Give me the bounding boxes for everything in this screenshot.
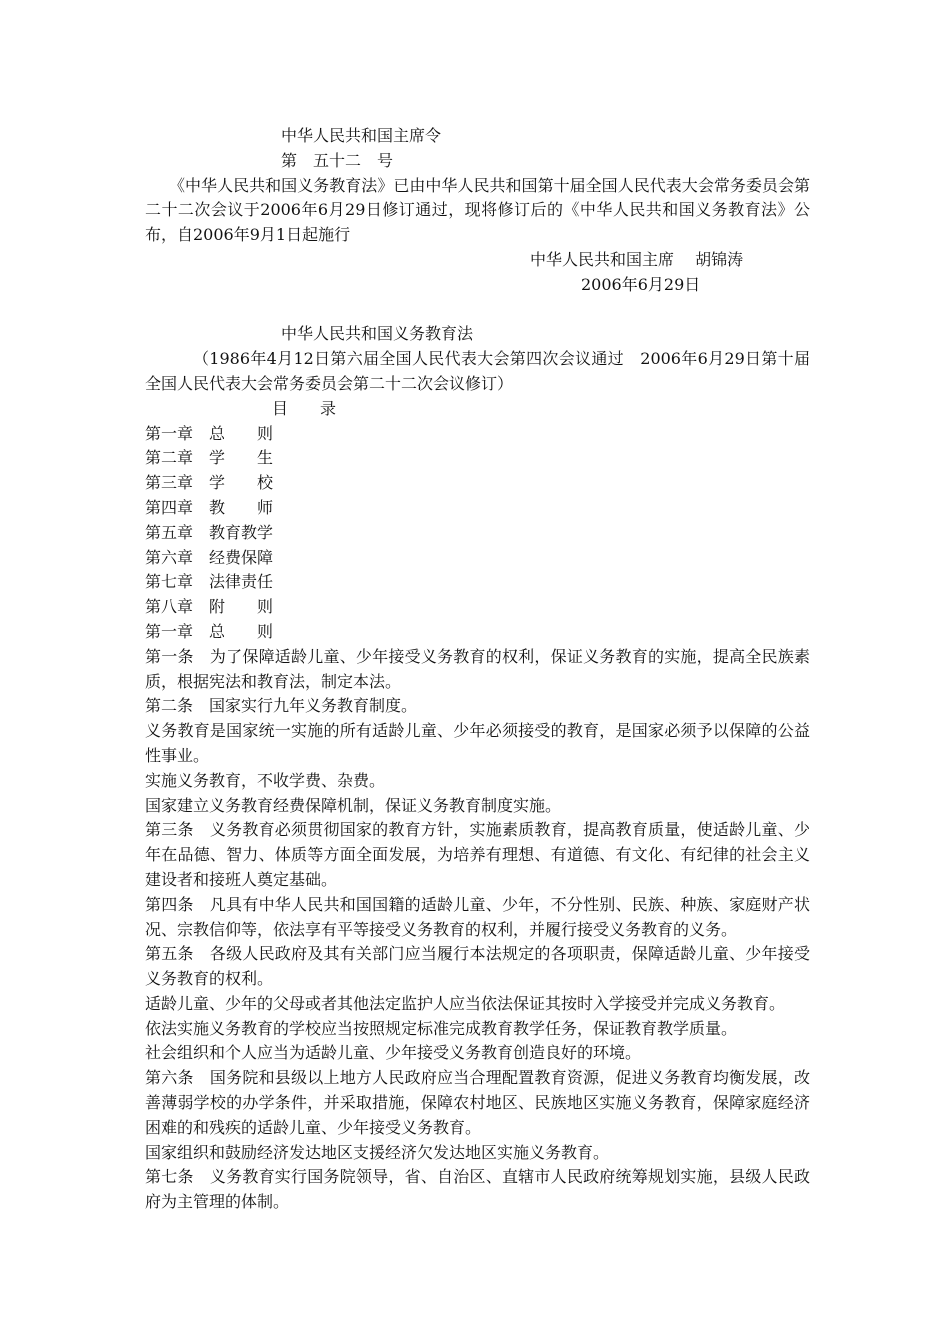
article-paragraph: 第七条 义务教育实行国务院领导，省、自治区、直辖市人民政府统筹规划实施，县级人民政府为主管理的体制。 bbox=[145, 1167, 810, 1212]
toc-item: 第一章 总 则 bbox=[145, 423, 274, 443]
article-paragraph: 第二条 国家实行九年义务教育制度。 bbox=[145, 696, 418, 716]
article-paragraph: 实施义务教育，不收学费、杂费。 bbox=[145, 770, 386, 790]
toc-item: 第六章 经费保障 bbox=[145, 547, 274, 567]
article-paragraph: 义务教育是国家统一实施的所有适龄儿童、少年必须接受的教育，是国家必须予以保障的公益性事业。 bbox=[145, 721, 810, 765]
table-of-contents bbox=[145, 422, 810, 620]
article-paragraph: 第五条 各级人民政府及其有关部门应当履行本法规定的各项职责，保障适龄儿童、少年接受义务教育的权利。 bbox=[145, 944, 810, 989]
toc-item: 第五章 教育教学 bbox=[145, 522, 274, 542]
signature-date: 2006年6月29日 bbox=[581, 274, 701, 294]
order-number: 第 五十二 号 bbox=[281, 150, 394, 170]
toc-item: 第八章 附 则 bbox=[145, 597, 274, 617]
adoption-note: （1986年4月12日第六届全国人民代表大会第四次会议通过 2006年6月29日第十届全国人民代表大会常务委员会第二十二次会议修订） bbox=[145, 349, 810, 393]
article-paragraph: 社会组织和个人应当为适龄儿童、少年接受义务教育创造良好的环境。 bbox=[145, 1043, 642, 1063]
toc-item: 第二章 学 生 bbox=[145, 448, 274, 468]
signature: 中华人民共和国主席 胡锦涛 bbox=[530, 249, 744, 269]
presidential-order-title: 中华人民共和国主席令 bbox=[281, 126, 442, 145]
promulgation-text: 《中华人民共和国义务教育法》已由中华人民共和国第十届全国人民代表大会常务委员会第二十二次会议于2006年6月29日修订通过，现将修订后的《中华人民共和国义务教育法》公布，自2006年9月1日起施行 bbox=[145, 175, 810, 245]
article-paragraph: 第三条 义务教育必须贯彻国家的教育方针，实施素质教育，提高教育质量，使适龄儿童、少年在品德、智力、体质等方面全面发展，为培养有理想、有道德、有文化、有纪律的社会主义建设者和接班人奠定基础。 bbox=[145, 820, 810, 889]
article-paragraph: 第六条 国务院和县级以上地方人民政府应当合理配置教育资源，促进义务教育均衡发展，改善薄弱学校的办学条件，并采取措施，保障农村地区、民族地区实施义务教育，保障家庭经济困难的和残疾的适龄儿童、少年接受义务教育。 bbox=[145, 1068, 810, 1137]
article-paragraph: 第四条 凡具有中华人民共和国国籍的适龄儿童、少年，不分性别、民族、种族、家庭财产状况、宗教信仰等，依法享有平等接受义务教育的权利，并履行接受义务教育的义务。 bbox=[145, 894, 810, 939]
toc-item: 第三章 学 校 bbox=[145, 473, 274, 493]
article-paragraph: 依法实施义务教育的学校应当按照规定标准完成教育教学任务，保证教育教学质量。 bbox=[145, 1018, 738, 1038]
article-paragraph: 第一条 为了保障适龄儿童、少年接受义务教育的权利，保证义务教育的实施，提高全民族素质，根据宪法和教育法，制定本法。 bbox=[145, 646, 810, 691]
toc-item: 第四章 教 师 bbox=[145, 497, 274, 517]
article-paragraph: 适龄儿童、少年的父母或者其他法定监护人应当依法保证其按时入学接受并完成义务教育。 bbox=[145, 993, 786, 1013]
article-paragraph: 国家组织和鼓励经济发达地区支援经济欠发达地区实施义务教育。 bbox=[145, 1142, 610, 1162]
toc-item: 第七章 法律责任 bbox=[145, 572, 274, 592]
document-body bbox=[145, 124, 810, 1215]
law-title: 中华人民共和国义务教育法 bbox=[281, 324, 474, 344]
chapter-heading: 第一章 总 则 bbox=[145, 621, 274, 641]
articles bbox=[145, 645, 810, 1215]
article-paragraph: 国家建立义务教育经费保障机制，保证义务教育制度实施。 bbox=[145, 795, 562, 815]
toc-heading: 目 录 bbox=[272, 398, 337, 418]
blank-line bbox=[145, 298, 810, 323]
